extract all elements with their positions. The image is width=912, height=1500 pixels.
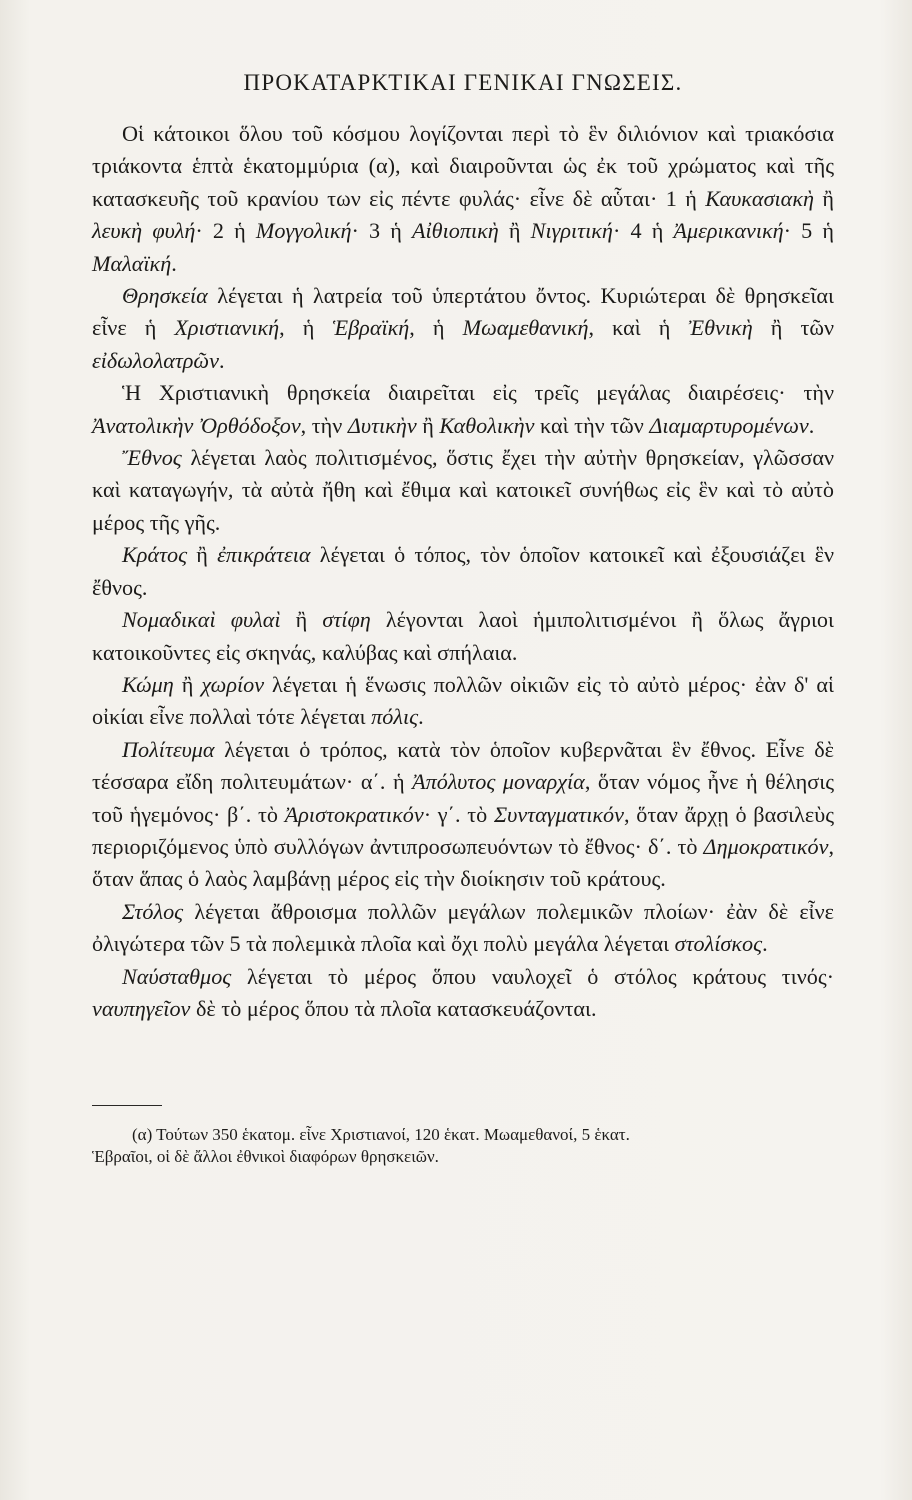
defined-term: Ἑβραϊκή (332, 315, 410, 341)
text-run: λέγεται ἄθροισμα πολλῶν μεγάλων πολεμικῶν πλοίων· ἐὰν δὲ εἶνε ὀλιγώτερα τῶν 5 τὰ πολεμικὰ πλοῖα καὶ ὄχι πολὺ μεγάλα λέγεται (92, 898, 834, 957)
paragraph (92, 604, 834, 669)
defined-term: Θρησκεία (122, 283, 208, 309)
defined-term: Ἀμερικανική (673, 218, 784, 244)
defined-term: Μωαμεθανική (462, 315, 589, 341)
text-run: . (808, 412, 815, 438)
text-run: λέγεται ἡ λατρεία τοῦ ὑπερτάτου ὄντος. Κυριώτεραι δὲ θρησκεῖαι εἶνε ἡ (92, 283, 834, 341)
text-run: λέγεται ὁ τόπος, τὸν ὁποῖον κατοικεῖ καὶ ἐξουσιάζει ἓν ἔθνος. (92, 542, 834, 600)
paragraph (92, 669, 834, 734)
text-run: Ἡ Χριστιανικὴ θρησκεία διαιρεῖται εἰς τρεῖς μεγάλας διαιρέσεις· τὴν (122, 380, 834, 406)
defined-term: Ἀριστοκρατικόν (284, 801, 424, 827)
text-run: . (418, 704, 424, 730)
text-run: , καὶ ἡ (588, 315, 689, 341)
text-run: λέγεται τὸ μέρος ὅπου ναυλοχεῖ ὁ στόλος κράτους τινός· (231, 963, 834, 989)
text-run: . (218, 347, 225, 373)
defined-term: στολίσκος (674, 931, 763, 957)
defined-term: Ναύσταθμος (122, 963, 232, 989)
defined-term: Μογγολική (255, 218, 352, 244)
footnote-line-2: Ἑβραῖοι, οἱ δὲ ἄλλοι ἐθνικοὶ διαφόρων θρησκειῶν. (92, 1147, 439, 1167)
defined-term: Κώμη (122, 671, 174, 697)
text-run: λέγεται ἡ ἕνωσις πολλῶν οἰκιῶν εἰς τὸ αὐτὸ μέρος· ἐὰν δ' αἱ οἰκίαι εἶνε πολλαὶ τότε λέγεται (92, 671, 834, 730)
defined-term: χωρίον (201, 671, 265, 697)
footnote-line-1: (α) Τούτων 350 ἑκατομ. εἶνε Χριστιανοί, 120 ἑκατ. Μωαμεθανοί, 5 ἑκατ. (132, 1125, 630, 1145)
page-title: ΠΡΟΚΑΤΑΡΚΤΙΚΑΙ ΓΕΝΙΚΑΙ ΓΝΩΣΕΙΣ. (243, 70, 683, 95)
paragraph (92, 442, 834, 539)
text-run: δὲ τὸ μέρος ὅπου τὰ πλοῖα κατασκευάζονται. (190, 995, 597, 1021)
paragraph (92, 896, 834, 961)
defined-term: λευκὴ φυλή (92, 218, 196, 244)
defined-term: Καθολικὴν (439, 412, 535, 438)
defined-term: Συνταγματικόν (493, 801, 624, 827)
text-run: , ὅταν ἄρχῃ ὁ βασιλεὺς περιοριζόμενος ὑπὸ συλλόγων ἀντιπροσωπευόντων τὸ ἔθνος· δ΄. τὸ (92, 801, 834, 859)
paragraph (92, 280, 834, 377)
text-run: . (762, 931, 768, 957)
text-run: · 4 ἡ (612, 218, 674, 244)
defined-term: ἐπικράτεια (217, 542, 311, 568)
text-run: · 2 ἡ (195, 218, 256, 244)
text-run: ἢ (187, 542, 218, 568)
defined-term: ναυπηγεῖον (92, 995, 191, 1021)
defined-term: Ἔθνος (122, 445, 182, 471)
defined-term: Διαμαρτυρομένων (649, 412, 809, 438)
defined-term: εἰδωλολατρῶν (92, 347, 219, 373)
defined-term: Κράτος (122, 542, 188, 568)
text-run: Οἱ κάτοικοι ὅλου τοῦ κόσμου λογίζονται περὶ τὸ ἓν διλιόνιον καὶ τριακόσια τριάκοντα ἑπτὰ ἑκατομμύρια (α), καὶ διαιροῦνται ὡς ἐκ τοῦ χρώματος καὶ τῆς κατασκευῆς τοῦ κρανίου των εἰς πέντε φυλάς· εἶνε δὲ αὗται· 1 ἡ (92, 121, 834, 211)
defined-term: Ἐθνικὴ (688, 315, 753, 341)
defined-term: Νομαδικαὶ φυλαὶ (122, 607, 281, 633)
text-run: · 5 ἡ (783, 218, 835, 244)
text-run: λέγεται ὁ τρόπος, κατὰ τὸν ὁποῖον κυβερνᾶται ἓν ἔθνος. Εἶνε δὲ τέσσαρα εἴδη πολιτευμάτων· α΄. ἡ (92, 736, 834, 795)
defined-term: Νιγριτική (530, 218, 613, 244)
text-run: , τὴν (300, 412, 348, 438)
defined-term: στίφη (322, 607, 371, 633)
defined-term: Δυτικὴν (347, 412, 417, 438)
defined-term: Μαλαϊκή (92, 250, 172, 276)
text-run: · 3 ἡ (351, 218, 412, 244)
defined-term: Στόλος (122, 898, 184, 924)
text-run: λέγεται λαὸς πολιτισμένος, ὅστις ἔχει τὴν αὐτὴν θρησκείαν, γλῶσσαν καὶ καταγωγήν, τὰ αὐτὰ ἤθη καὶ ἔθιμα καὶ κατοικεῖ συνήθως εἰς ἓν καὶ τὸ αὐτὸ μέρος τῆς γῆς. (92, 445, 834, 535)
paragraph (92, 377, 834, 442)
paragraph (92, 539, 834, 604)
paragraph (92, 734, 834, 896)
text-run: ἢ (498, 218, 531, 244)
text-run: · γ΄. τὸ (423, 801, 494, 827)
text-run: . (171, 250, 177, 276)
defined-term: Καυκασιακὴ (705, 185, 814, 211)
text-run: , ἡ (279, 315, 333, 341)
defined-term: πόλις (371, 704, 419, 730)
text-run: καὶ τὴν τῶν (534, 412, 650, 438)
main-text (92, 118, 834, 1025)
defined-term: Ὀρθόδοξον (198, 412, 301, 438)
defined-term: Δημοκρατικόν (703, 833, 829, 859)
paragraph (92, 118, 834, 280)
text-run: ἢ (280, 607, 323, 633)
text-run: ἢ (813, 185, 835, 211)
text-run: λέγονται λαοὶ ἡμιπολιτισμένοι ἢ ὅλως ἄγριοι κατοικοῦντες εἰς σκηνάς, καλύβας καὶ σπήλαια. (92, 607, 834, 665)
defined-term: Ἀνατολικὴν (92, 412, 194, 438)
text-run: , ὅταν νόμος ἦνε ἡ θέλησις τοῦ ἡγεμόνος· β΄. τὸ (92, 769, 834, 827)
text-run: ἢ (173, 671, 202, 697)
footnote (92, 1124, 834, 1168)
text-run: , ὅταν ἅπας ὁ λαὸς λαμβάνῃ μέρος εἰς τὴν διοίκησιν τοῦ κράτους. (92, 833, 834, 892)
paragraph (92, 961, 834, 1026)
defined-term: Χριστιανική (174, 315, 280, 341)
text-run: ἢ τῶν (752, 315, 835, 341)
defined-term: Πολίτευμα (122, 736, 215, 762)
text-run: , ἡ (409, 315, 463, 341)
text-run: ἢ (416, 412, 440, 438)
footnote-separator (92, 1105, 162, 1106)
defined-term: Αἰθιοπικὴ (411, 218, 499, 244)
defined-term: Ἀπόλυτος μοναρχία (412, 769, 585, 795)
